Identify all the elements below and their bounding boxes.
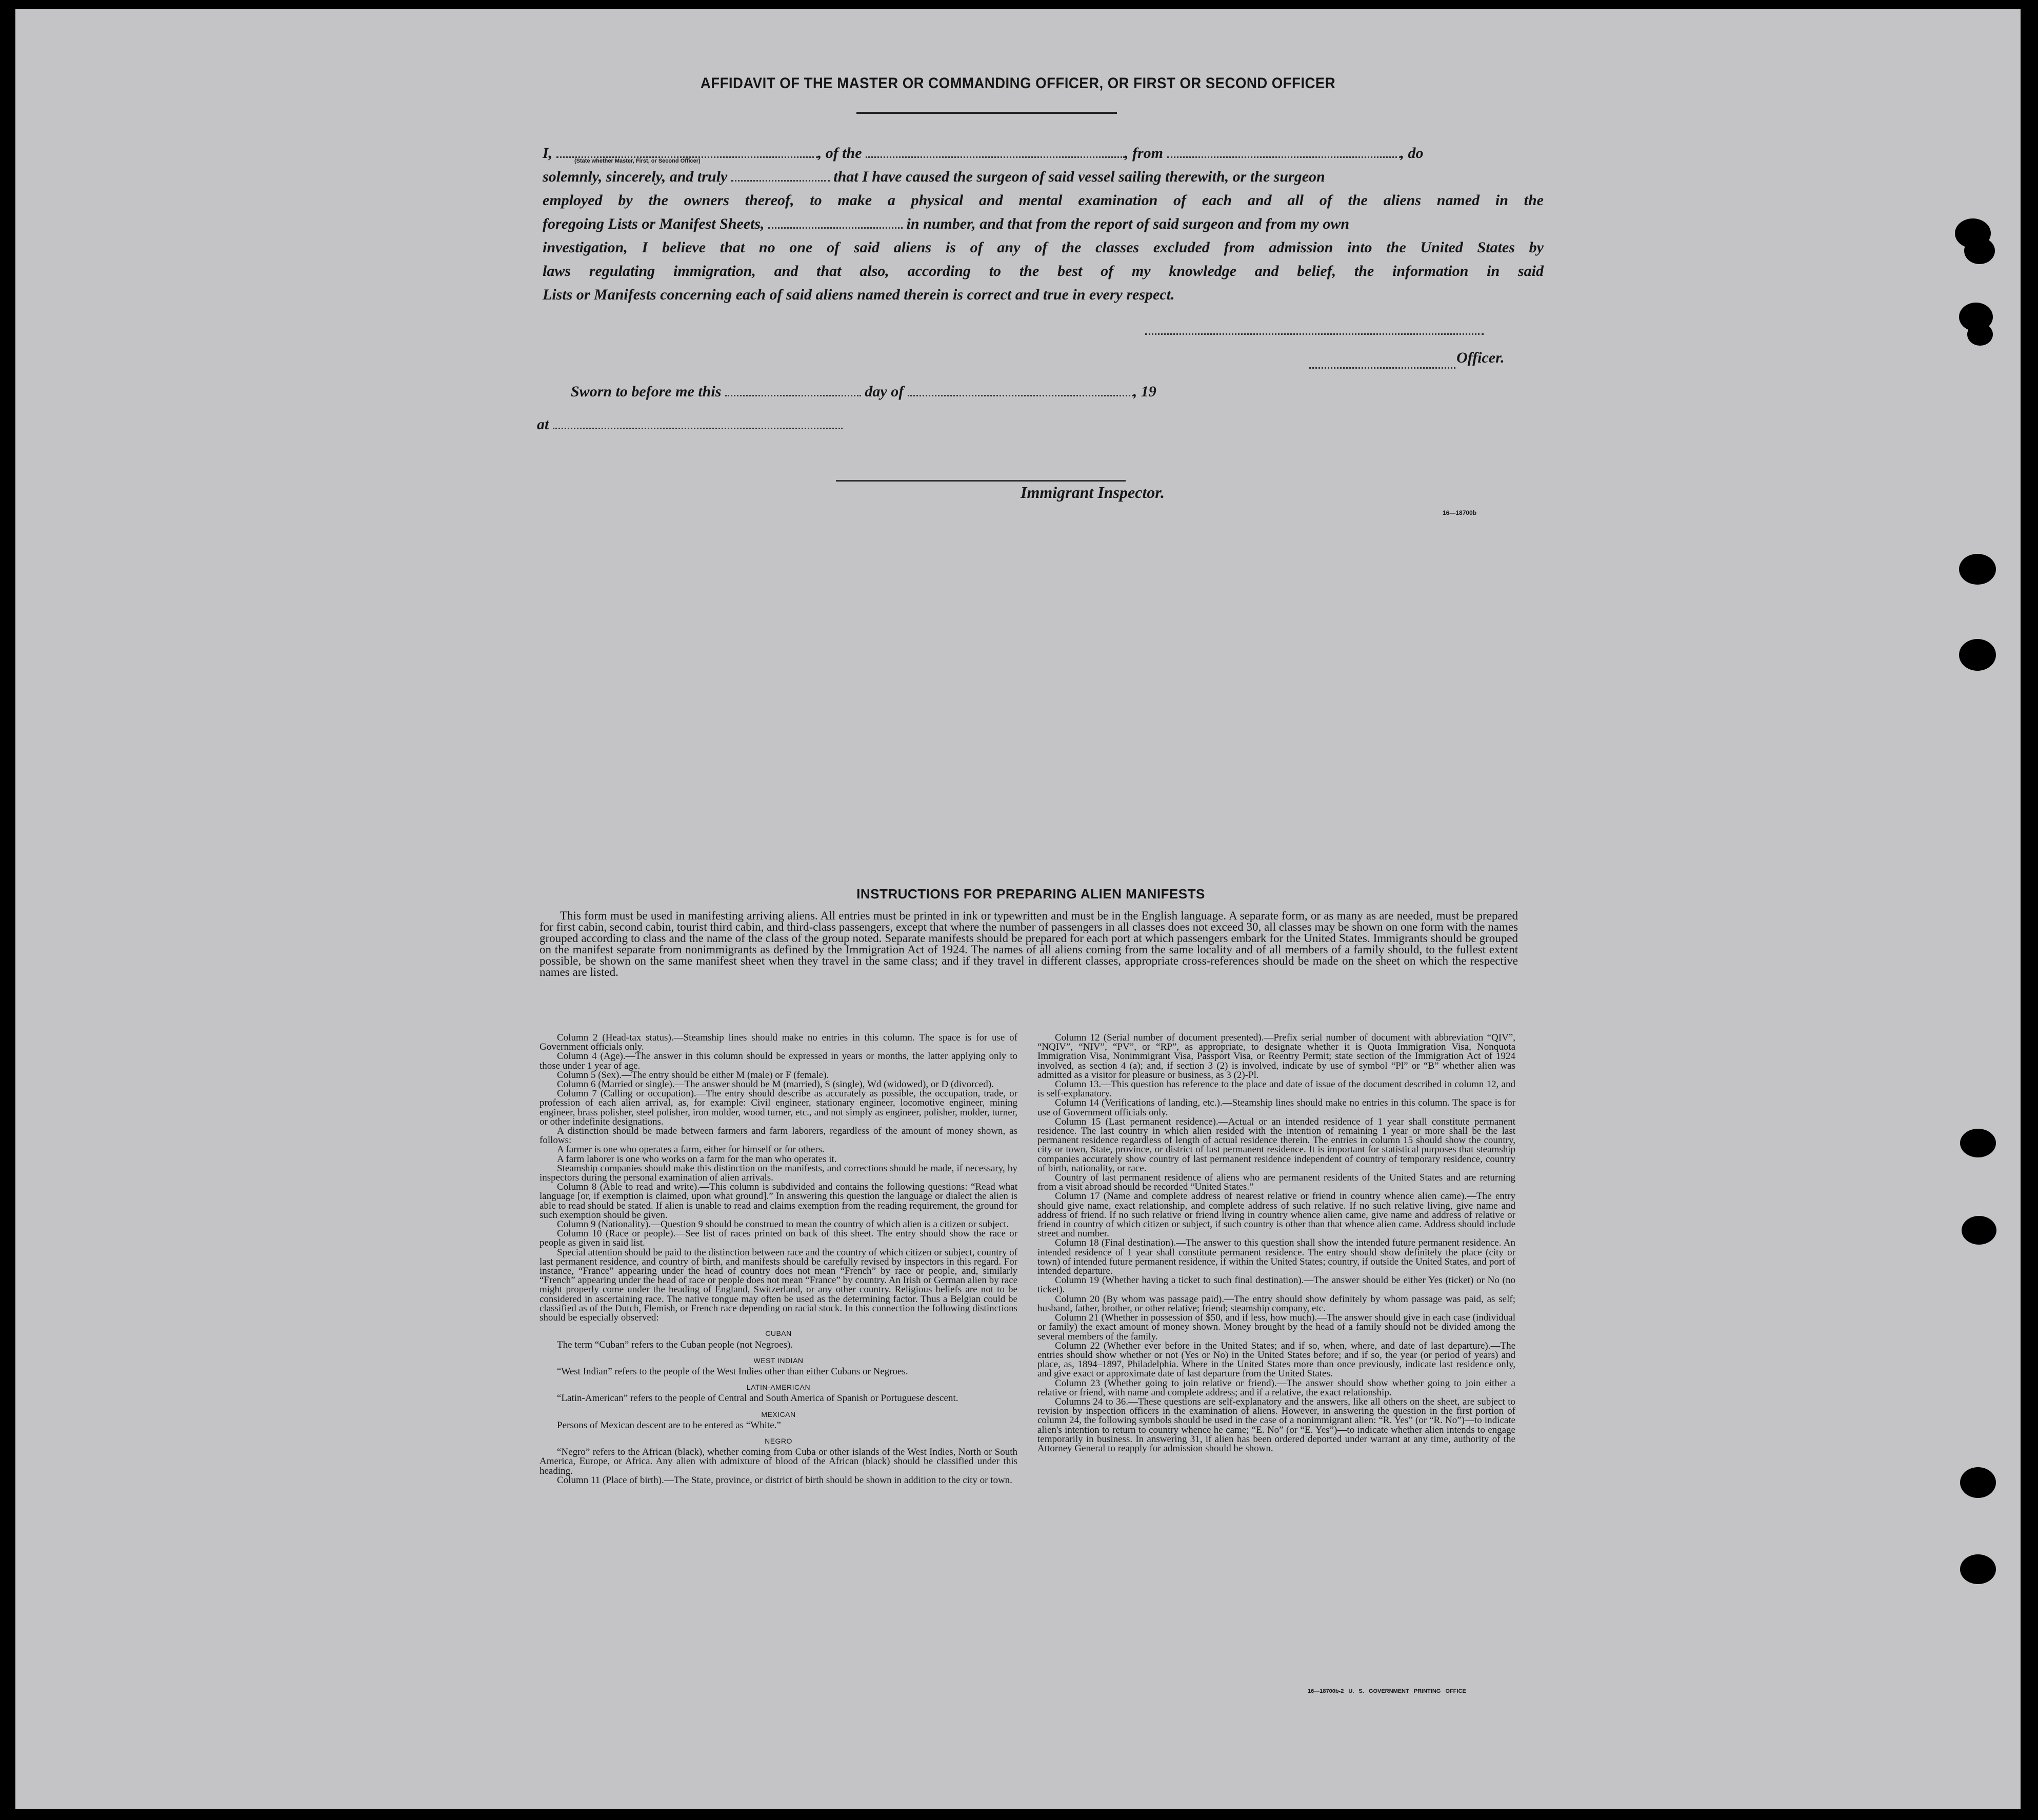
punch-hole	[1959, 554, 1996, 585]
sworn-day-field[interactable]	[725, 383, 861, 396]
instructions-title: INSTRUCTIONS FOR PREPARING ALIEN MANIFESTS	[856, 886, 1205, 902]
instructions-right-column: Column 12 (Serial number of document presented).—Prefix serial number of document with abbreviation “QIV”, “NQIV”, “NIV”, “PV”, or “RP”, as appropriate, to designate whether it is Quota Immigration Visa, Nonquota Immigration Visa, Nonimmigrant Visa, Passport Visa, or Reentry Permit; state section of the Immigration Act of 1924 involved, as section 4 (a); and, if section 3 (2) is involved, indicate by use of symbol “Pl” or “B” whether alien was admitted as a visitor for pleasure or business, as 3 (2)-Pl. Column 13.—This question has reference to the place and date of issue of the document described in column 12, and is self-explanatory. Column 14 (Verifications of landing, etc.).—Steamship lines should make no entries in this column. The space is for use of Government officials only. Column 15 (Last permanent residence).—Actual or an intended residence of 1 year shall constitute permanent residence. The last country in which alien resided with the intention of remaining 1 year or more shall be the last permanent residence regardless of length of actual residence therein. The entries in column 15 should show the country, city or town, State, province, or district of last permanent residence. It is important for statistical purposes that steamship companies accurately show country of last permanent residence independent of country of temporary residence, country of birth, nationality, or race. Country of last permanent residence of aliens who are permanent residents of the United States and are returning from a visit abroad should be recorded “United States.” Column 17 (Name and complete address of nearest relative or friend in country whence alien came).—The entry should give name, exact relationship, and complete address of such relative. If no such relative living, give name and address of friend. If no such relative or friend living in country whence alien came, give name and address of relative or friend in country of which citizen or subject, if such country is other than that whence alien came. Address should include street and number. Column 18 (Final destination).—The answer to this question shall show the intended future permanent residence. An intended residence of 1 year shall constitute permanent residence. The entry should show definitely the place (city or town) of intended future permanent residence, if within the United States; country, if outside the United States, and port of intended departure. Column 19 (Whether having a ticket to such final destination).—The answer should be either Yes (ticket) or No (no ticket). Column 20 (By whom was passage paid).—The entry should show definitely by whom passage was paid, as self; husband, father, brother, or other relative; friend; steamship company, etc. Column 21 (Whether in possession of $50, and if less, how much).—The answer should give in each case (individual or family) the exact amount of money shown. Money brought by the head of a family should not be divided among the several members of the family. Column 22 (Whether ever before in the United States; and if so, when, where, and date of last departure).—The entries should show whether or not (Yes or No) in the United States before; and if so, the year (or period of years) and place, as, 1894–1897, Philadelphia. Where in the United States more than once previously, indicate last residence only, and give exact or approximate date of last departure from the United States. Column 23 (Whether going to join relative or friend).—The answer should show whether going to join either a relative or friend, with name and complete address; and if a relative, the exact relationship. Columns 24 to 36.—These questions are self-explanatory and the answers, like all others on the sheet, are subject to revision by inspection officers in the examination of aliens. However, in answering the question in the first portion of column 24, the following symbols should be used in the case of a nonimmigrant alien: “R. Yes” (or “R. No”)—to indicate alien's intention to return to country whence he came; “E. No” (or “E. Yes”)—to indicate whether alien intends to engage temporarily in business. In answering 31, if alien has been ordered deported under warrant at any time, authority of the Attorney General to reapply for admission should be shown.	[1037, 1032, 1515, 1454]
document-page	[15, 9, 2021, 1809]
affidavit-line-2: solemnly, sincerely, and truly that I have caused the surgeon of said vessel sailing therewith, or the surgeon	[543, 168, 1325, 185]
sheet-count-field[interactable]	[768, 215, 903, 229]
affidavit-line-7: Lists or Manifests concerning each of said aliens named therein is correct and true in every respect.	[543, 286, 1175, 303]
heading-west-indian: WEST INDIAN	[753, 1356, 804, 1365]
punch-hole	[1960, 1554, 1996, 1584]
form-number: 16—18700b	[1443, 509, 1477, 516]
signature-line[interactable]	[1145, 333, 1484, 335]
instructions-left-column: Column 2 (Head-tax status).—Steamship lines should make no entries in this column. The space is for use of Government officials only. Column 4 (Age).—The answer in this column should be expressed in years or months, the latter applying only to those under 1 year of age. Column 5 (Sex).—The entry should be either M (male) or F (female). Column 6 (Married or single).—The answer should be M (married), S (single), Wd (widowed), or D (divorced). Column 7 (Calling or occupation).—The entry should describe as accurately as possible, the occupation, trade, or profession of each alien arrival, as, for example: Civil engineer, stationary engineer, locomotive engineer, mining engineer, brass polisher, steel polisher, iron molder, wood turner, etc., and not simply as engineer, polisher, molder, turner, or other indefinite designations. A distinction should be made between farmers and farm laborers, regardless of the amount of money shown, as follows: A farmer is one who operates a farm, either for himself or for others. A farm laborer is one who works on a farm for the man who operates it. Steamship companies should make this distinction on the manifests, and corrections should be made, if necessary, by inspectors during the personal examination of alien arrivals. Column 8 (Able to read and write).—This column is subdivided and contains the following questions: “Read what language [or, if exemption is claimed, upon what ground].” In answering this question the language or dialect the alien is able to read should be stated. If alien is unable to read and claims exemption from the reading requirement, the ground for such exemption should be given. Column 9 (Nationality).—Question 9 should be construed to mean the country of which alien is a citizen or subject. Column 10 (Race or people).—See list of races printed on back of this sheet. The entry should show the race or people as given in said list. Special attention should be paid to the distinction between race and the country of which citizen or subject, country of last permanent residence, and country of birth, and manifests should be carefully revised by inspectors in this regard. For instance, “France” appearing under the head of country does not mean “French” by race or people, and, similarly “French” appearing under the head of race or people does not mean “France” by country. An Irish or German alien by race might properly come under the heading of England, Switzerland, or any other country. Religious beliefs are not to be considered in ascertaining race. The native tongue may often be used as the determining factor. Thus a Belgian could be classified as of the Dutch, Flemish, or French race depending on racial stock. In this connection the following distinctions should be especially observed: CUBAN The term “Cuban” refers to the Cuban people (not Negroes). WEST INDIAN “West Indian” refers to the people of the West Indies other than either Cubans or Negroes. LATIN-AMERICAN “Latin-American” refers to the people of Central and South America of Spanish or Portuguese descent. MEXICAN Persons of Mexican descent are to be entered as “White.” NEGRO “Negro” refers to the African (black), whether coming from Cuba or other islands of the West Indies, North or South America, Europe, or Africa. Any alien with admixture of blood of the African (black) should be classified under this heading. Column 11 (Place of birth).—The State, province, or district of birth should be shown in addition to the city or town.	[540, 1032, 1017, 1486]
punch-hole	[1962, 1216, 1996, 1245]
heading-negro: NEGRO	[765, 1436, 792, 1445]
punch-hole	[1960, 1129, 1996, 1157]
affidavit-line-3: employed by the owners thereof, to make a physical and mental examination of each and all of the aliens named in the	[543, 192, 1544, 209]
punch-hole	[1959, 639, 1996, 671]
affidavit-title: AFFIDAVIT OF THE MASTER OR COMMANDING OFFICER, OR FIRST OR SECOND OFFICER	[700, 75, 1336, 92]
affidavit-line-1: I, , of the , from , do	[543, 145, 1424, 162]
from-port-field[interactable]	[1167, 144, 1401, 158]
punch-hole	[1960, 1467, 1996, 1498]
name-field[interactable]	[556, 144, 818, 158]
officer-title-line[interactable]	[1309, 367, 1455, 369]
sworn-month-field[interactable]	[908, 383, 1133, 396]
inspector-label: Immigrant Inspector.	[1021, 483, 1165, 502]
affidavit-line-6: laws regulating immigration, and that also, according to the best of my knowledge and belief, the information in said	[543, 263, 1544, 279]
punch-hole	[1967, 323, 1993, 346]
heading-cuban: CUBAN	[765, 1329, 792, 1338]
footer-printer-code: 16—18700b-2 U. S. GOVERNMENT PRINTING OFFICE	[1308, 1688, 1466, 1694]
place-field[interactable]	[553, 415, 843, 429]
punch-hole	[1964, 237, 1995, 264]
affidavit-line-4: foregoing Lists or Manifest Sheets, in number, and that from the report of said surgeon and from my own	[543, 215, 1350, 232]
inspector-signature-line[interactable]	[836, 480, 1126, 482]
instructions-intro: This form must be used in manifesting arriving aliens. All entries must be printed in ink or typewritten and must be in the English language. A separate form, or as many as are needed, must be prepared for first cabin, second cabin, tourist third cabin, and third-class passengers, except that where the number of passengers in all classes does not exceed 30, all classes may be shown on one form with the names grouped according to class and the name of the class of the group noted. Separate manifests should be prepared for each port at which passengers embark for the United States. Immigrants should be grouped on the manifest separate from nonimmigrants as defined by the Immigration Act of 1924. The names of all aliens coming from the same locality and of all members of a family should, to the fullest extent possible, be shown on the same manifest sheet when they travel in the same class; and if they travel in different classes, appropriate cross-references should be made on the sheet on which the respective names are listed.	[540, 909, 1518, 978]
affidavit-body	[543, 142, 1544, 307]
officer-label: Officer.	[1456, 349, 1505, 366]
title-underline	[856, 112, 1117, 114]
place-row: at	[537, 415, 843, 433]
sworn-row: Sworn to before me this day of , 19	[571, 383, 1156, 400]
heading-latin-american: LATIN-AMERICAN	[746, 1383, 811, 1392]
vessel-field[interactable]	[866, 144, 1125, 158]
affidavit-line-5: investigation, I believe that no one of said aliens is of any of the classes excluded from admission into the United States by	[543, 239, 1544, 256]
heading-mexican: MEXICAN	[761, 1410, 796, 1418]
oath-field[interactable]	[731, 168, 830, 182]
officer-title-note: (State whether Master, First, or Second Officer)	[574, 158, 701, 164]
